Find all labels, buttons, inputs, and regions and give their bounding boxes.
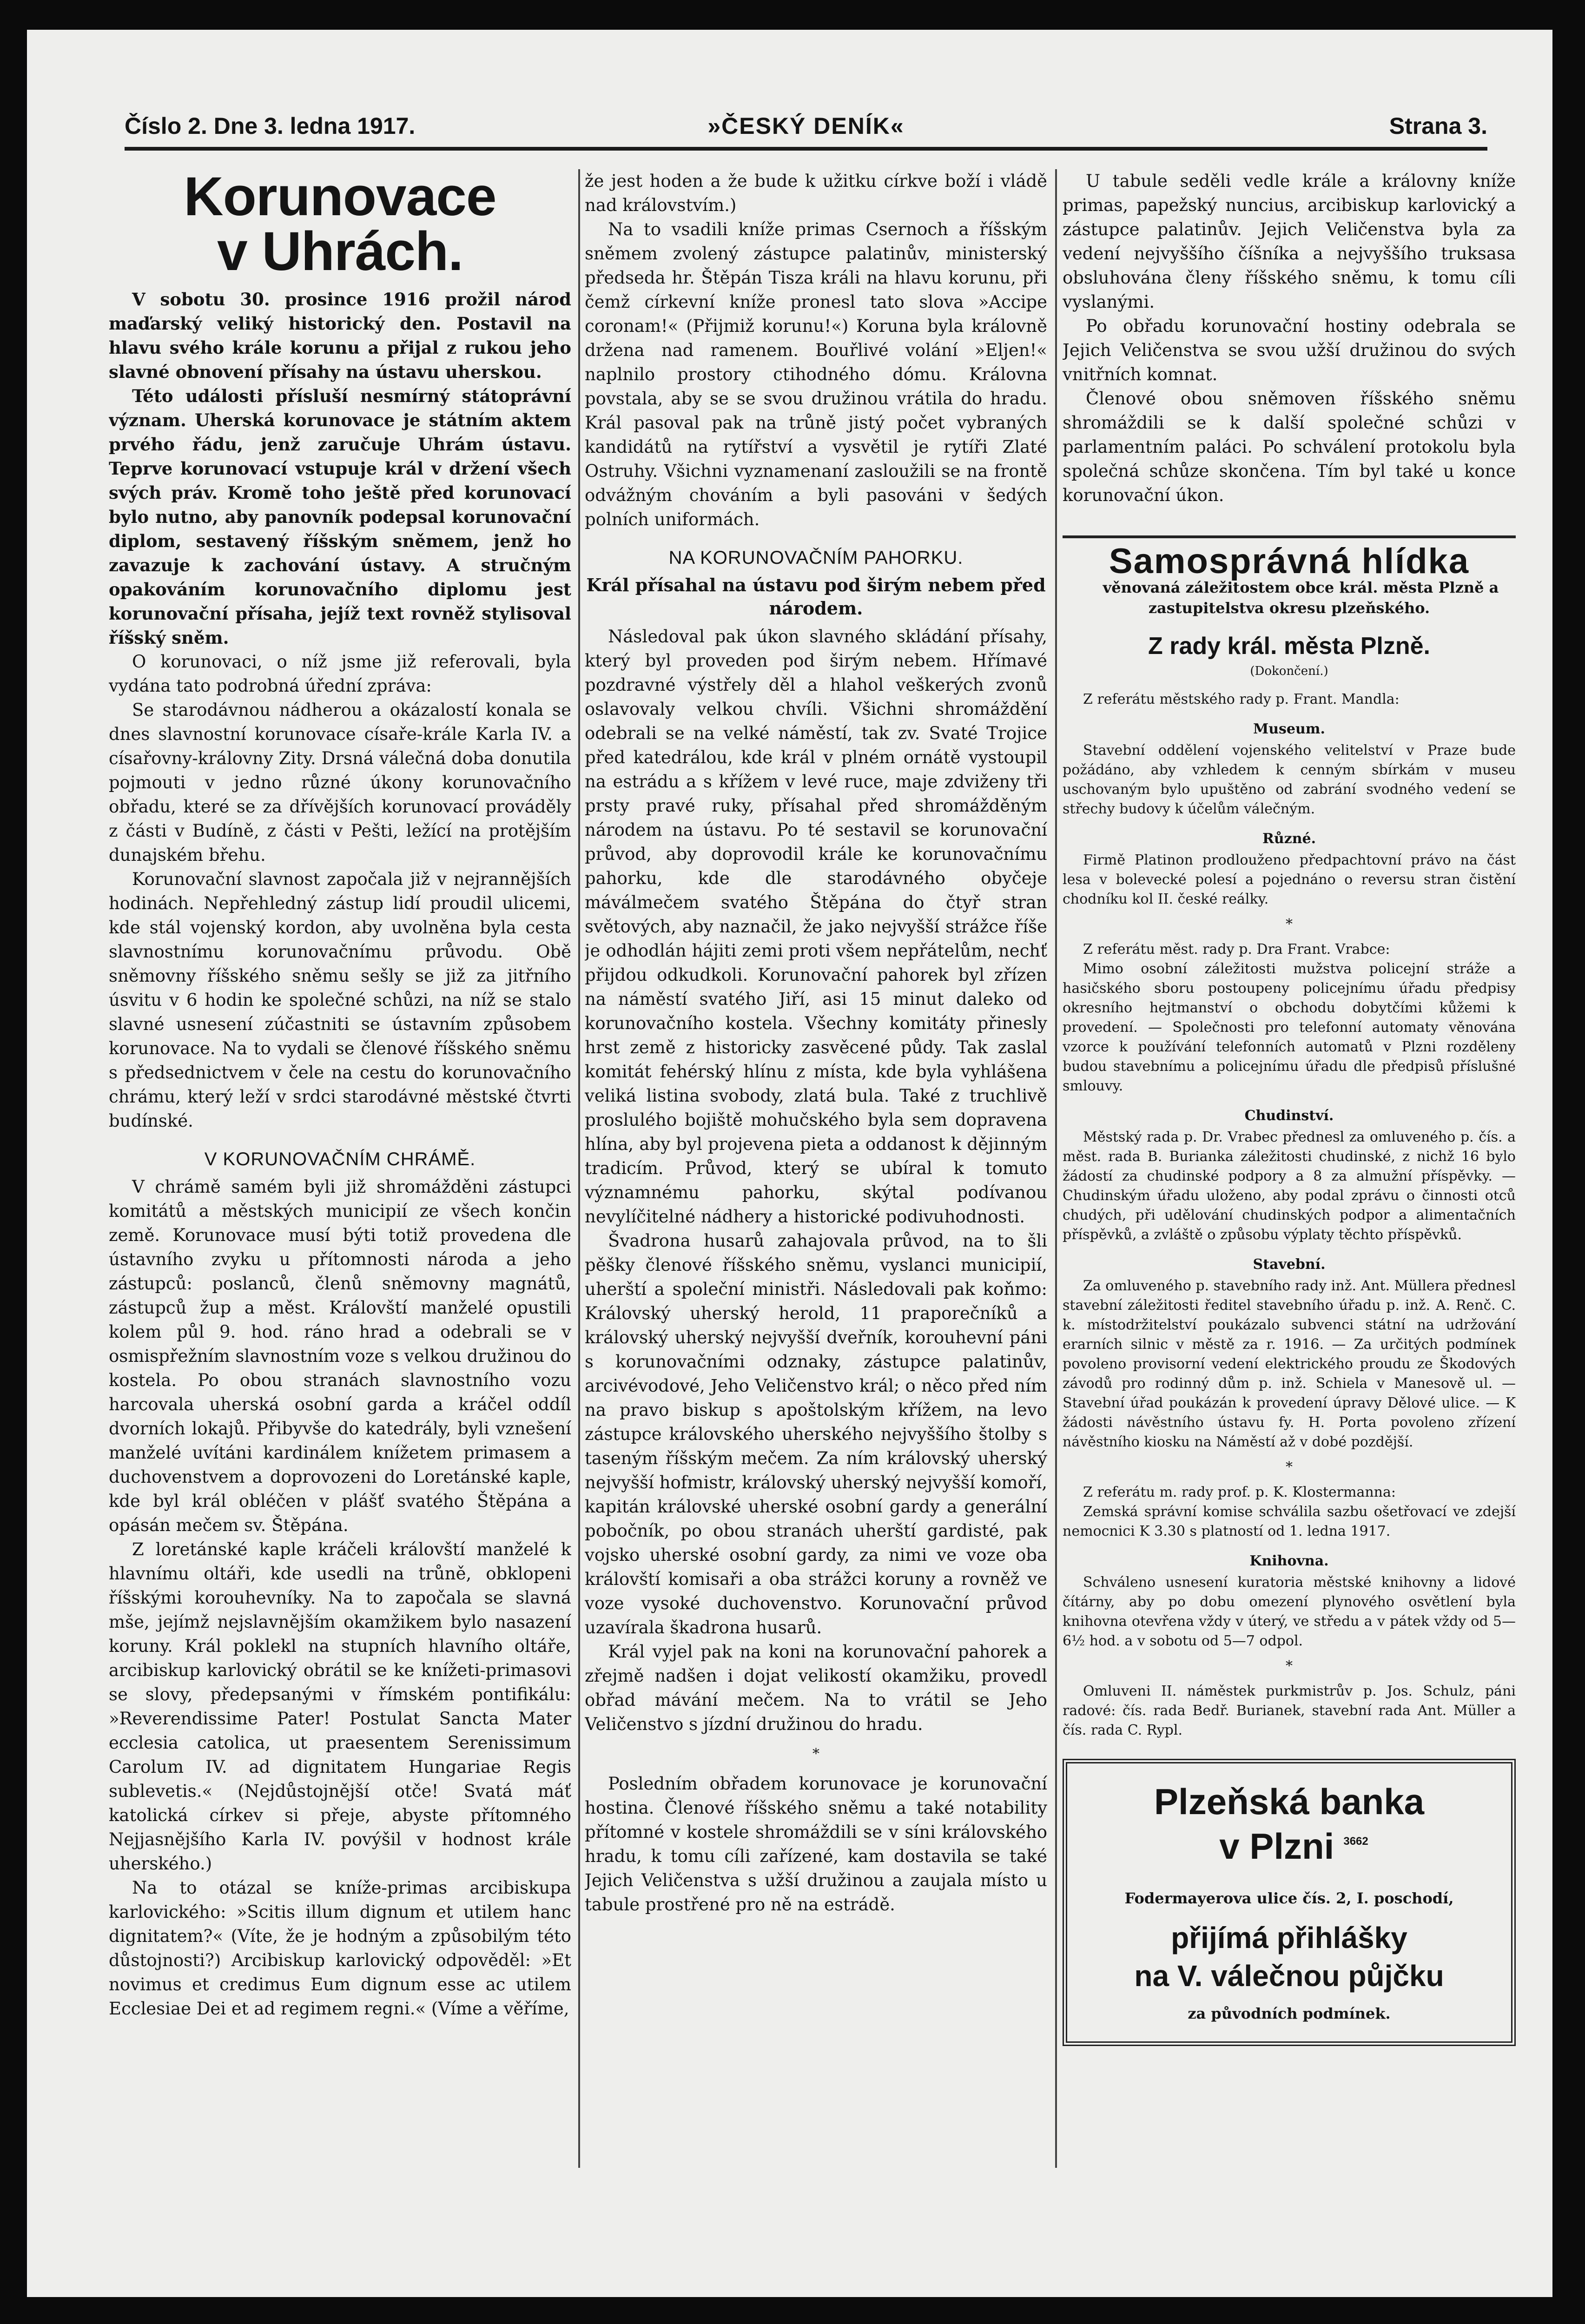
paragraph: Na to vsadili kníže primas Csernoch a říšským sněmem zvolený zástupce palatinův, ministerský předseda hr. Štěpán Tisza králi na hlavu korunu, při čemž církevní kníže pronesl tato slova »Accipe coronam!« (Přijmiž korunu!«) Koruna byla královně držena nad ramenem. Bouřlivé volání »Eljen!« naplnilo prostory ctihodného dómu. Královna povstala, aby se se svou družinou vrátila do hradu. Král pasoval pak na trůně jistý počet vybraných kandidátů na rytířství a vysvětil je rytíři Zlaté Ostruhy. Všichni vyznamenaní zasloužili se na frontě odvážným chováním a byli pasováni v šedých polních uniformách. (585, 219, 1047, 529)
article-title (109, 169, 571, 282)
paragraph: Král vyjel pak na koni na korunovační pahorek a zřejmě nadšen i dojat velikostí okamžiku, provedl obřad mávání mečem. Na to vrátil se Jeho Veličenstvo s jízdní družinou do hradu. (585, 1642, 1047, 1734)
column-2 (585, 169, 1047, 2214)
page-header (125, 108, 1487, 151)
separator-star: * (812, 1746, 819, 1762)
paragraph: Následoval pak úkon slavného skládání přísahy, který byl proveden pod širým nebem. Hřímavé pozdravné výstřely děl a hlahol veškerých zvonů oslavovaly velkou chvíli. Všichni shromáždění odebrali se na velké náměstí, tak zv. Svaté Trojice před katedrálou, kde král v plném ornátě vystoupil na estrádu a s křížem v levé ruce, maje zdviženy tři prsty pravé ruky, přísahal před shromážděným národem na ústavu. Po té sestavil se korunovační průvod, aby doprovodil krále ke korunovačnímu pahorku, kde dle starodávného obyčeje máválmečem svatého Štěpána do čtyř stran světových, aby naznačil, že jako nejvyšší strážce říše je odhodlán hájiti zemi proti všem nepřátelům, nechť přijdou odkudkoli. Korunovační pahorek byl zřízen na náměstí svatého Jiří, asi 15 minut daleko od korunovačního kostela. Všechny komitáty přinesly hrst země z historicky zasvěcené půdy. Tak zaslal komitát fehérský hlínu z místa, kde byla vyhlášena veliká listina svobody, zlatá bula. Také z truchlivě proslulého bojiště mohučského byla sem dopravena hlína, aby byl projevena pieta a oddanost k dějinným tradicím. Průvod, který se ubíral k tomuto významnému pahorku, skýtal podívanou nevylíčitelné nádhery a historické podivuhodnosti. (585, 627, 1047, 1227)
paragraph: Za omluveného p. stavebního rady inž. Ant. Müllera přednesl stavební záležitosti ředitel stavebního úřadu p. inž. A. Renč. C. k. místodržitelství poukázalo subvenci státní na udržování erarních silnic v městě za r. 1916. — Za určitých podmínek povoleno provisorní vedení elektrického proudu ze Škodových závodů pro rodinný dům p. inž. Schiela v Manesově ul. — Stavební úřad poukázán k provedení úpravy Dělové ulice. — K žádosti návěstního ústavu fy. H. Porta povoleno zřízení návěstního kiosku na Náměstí až v dobé pozdější. (1063, 1278, 1516, 1450)
section-heading: V KORUNOVAČNÍM CHRÁMĚ. (204, 1149, 476, 1169)
paragraph: Korunovační slavnost započala již v nejrannějších hodinách. Nepřehledný zástup lidí proudil ulicemi, kde stál vojenský kordon, aby uvolněna byla cesta slavnostnímu korunovačnímu průvodu. Obě sněmovny říšského sněmu sešly se již za jitřního úsvitu v 6 hodin ke společné schůzi, na níž se stalo slavné usnesení zúčastniti se ústavním způsobem korunovace. Na to vydali se členové říšského sněmu s předsednictvem v čele na cestu do korunovačního chrámu, který leží v srdci starodávné městské čtvrti budínské. (109, 869, 571, 1131)
paragraph: Po obřadu korunovační hostiny odebrala se Jejich Veličenstva se svou užší družinou do svých vnitřních komnat. (1063, 316, 1516, 384)
referat-heading: Z referátu m. rady prof. p. K. Klostermanna: (1083, 1484, 1396, 1500)
subheading: Různé. (1262, 831, 1316, 847)
page-number: Strana 3. (1389, 113, 1487, 139)
subheading: Chudinství. (1244, 1108, 1334, 1124)
title-line-1: Korunovace (184, 169, 496, 227)
ad-title-line-1: Plzeňská banka (1154, 1781, 1424, 1822)
ad-title-text: v Plzni (1219, 1826, 1334, 1867)
ad-title-line-2 (1076, 1824, 1502, 1878)
box-subtitle: věnovaná záležitostem obce král. města Plzně a zastupitelstva okresu plzeňského. (1103, 579, 1499, 617)
paragraph: Této události přísluší nesmírný státoprávní význam. Uherská korunovace je státním aktem prvého řádu, jenž zaručuje Uhrám ústavu. Teprve korunovací vstupuje král v držení všech svých práv. Kromě toho ještě před korunovací bylo nutno, aby panovník podepsal korunovační diplom, sestavený říšským sněmem, jenž ho zavazuje k zachování ústavy. A stručným opakováním korunovačního diplomu jest korunovační přísaha, jejíž text rovněž stylisoval říšský sněm. (109, 386, 571, 648)
paragraph: Členové obou sněmoven říšského sněmu shromáždili se k další společné schůzi v parlamentním paláci. Po schválení protokolu byla společná schůze skončena. Tím byl také u konce korunovační úkon. (1063, 389, 1516, 505)
council-report (1063, 690, 1516, 1740)
column-3 (1063, 169, 1516, 2297)
paragraph: Schváleno usnesení kuratoria městské knihovny a lidové čítárny, aby po dobu omezení plynového osvětlení byla knihovna otevřena vždy v úterý, ve středu a v pátek vždy od 5—6½ hod. a v sobotu od 5—7 odpol. (1063, 1574, 1516, 1649)
paragraph: V chrámě samém byli již shromážděni zástupci komitátů a městských municipií ze všech končin země. Korunovace musí býti totiž provedena dle ústavního zvyku u přítomnosti národa a jeho zástupců: poslanců, členů sněmovny magnátů, zástupců žup a měst. Královští manželé opustili kolem půl 9. hod. ráno hrad a odebrali se v osmispřežním slavnostním voze s velkou družinou do kostela. Po obou stranách slavnostního vozu harcovala uherská osobní garda a kráčel oddíl dvorních lokajů. Přibyvše do katedrály, byli vznešení manželé uvítáni kardinálem knížetem primasem a duchovenstvem a doprovozeni do Loretánské kaple, kde byl král obléčen v plášť svatého Štěpána a opásán mečem sv. Štěpána. (109, 1177, 571, 1535)
ad-big-line-2: na V. válečnou půjčku (1134, 1959, 1444, 1993)
separator-star: * (1286, 1658, 1293, 1674)
column-divider-2 (1055, 169, 1057, 2168)
paragraph: Mimo osobní záležitosti mužstva policejní stráže a hasičského sboru postoupeny policejnímu úřadu předpisy okresního hejtmanství o obchodu dobytčími kůžemi k provedení. — Společnosti pro telefonní automaty věnována vzorce k používání telefonních automatů v Plzni rozděleny budou stavebnímu a policejnímu úřadu dle předpisů příslušné smlouvy. (1063, 961, 1516, 1094)
ad-footer: za původních podmínek. (1188, 2005, 1391, 2022)
ad-address: Fodermayerova ulice čís. 2, I. poschodí, (1124, 1889, 1454, 1907)
separator-star: * (1286, 916, 1293, 932)
referat-heading: Z referátu městského rady p. Frant. Mandla: (1083, 691, 1400, 707)
paragraph: Na to otázal se kníže-primas arcibiskupa karlovického: »Scitis illum dignum et utilem hanc dignitatem?« (Víte, že je hodným a způsobilým této důstojnosti?) Arcibiskup karlovický odpověděl: »Et novimus et credimus Eum dignum esse ac utilem Ecclesiae Dei et ad regimem regni.« (Víme a věříme, (109, 1878, 571, 2019)
separator-star: * (1286, 1459, 1293, 1475)
column-divider-1 (578, 169, 580, 2168)
paragraph: Stavební oddělení vojenského velitelství v Praze bude požádáno, aby vzhledem k cenným sbírkám v museu uschovaným bylo upuštěno od zabrání svodného vedení se střechy budovy k účelům válečným. (1063, 742, 1516, 817)
title-line-2: v Uhrách. (217, 221, 463, 282)
box-title: Samosprávná hlídka (1063, 535, 1516, 574)
paragraph: Omluveni II. náměstek purkmistrův p. Jos. Schulz, páni radové: čís. rada Bedř. Burianek, stavební rada Ant. Müller a čís. rada C. Rypl. (1063, 1683, 1516, 1738)
issue-date: Číslo 2. Dne 3. ledna 1917. (125, 113, 416, 139)
subheading: Museum. (1253, 721, 1325, 737)
paragraph: U tabule seděli vedle krále a královny kníže primas, papežský nuncius, arcibiskup karlovický a zástupce palatinův. Jejich Veličenstva byla za vedení nejvyššího číšníka a nejvyššího truksasa obsluhována členy říšského sněmu, k tomu cíli vyslanými. (1063, 171, 1516, 312)
paragraph: Zemská správní komise schválila sazbu ošetřovací ve zdejší nemocnici K 3.30 s platností od 1. ledna 1917. (1063, 1504, 1516, 1539)
bank-advertisement (1063, 1759, 1516, 2046)
ad-title (1076, 1779, 1502, 1878)
paragraph: Městský rada p. Dr. Vrabec přednesl za omluveného p. čís. a měst. rada B. Burianka záležitosti chudinské, z nichž 16 bylo žádostí za chudinské podpory a 8 za almužní příspěvky. — Chudinským úřadu uloženo, aby podal zprávu o činnosti otců chudých, při udělování chudinských podpor a alimentačních příspěvků, a zvláště o způsobu výplaty těchto příspěvků. (1063, 1129, 1516, 1243)
column-1 (109, 169, 571, 2297)
subheading: Knihovna. (1249, 1553, 1329, 1569)
paragraph: O korunovaci, o níž jsme již referovali, byla vydána tato podrobná úřední zpráva: (109, 652, 571, 696)
paragraph: Švadrona husarů zahajovala průvod, na to šli pěšky členové říšského sněmu, vyslanci municipií, uherští a společní ministři. Následovali pak koňmo: Královský uherský herold, 11 praporečníků a královský uherský nejvyšší dveřník, korouhevní páni s korunovačními odznaky, zástupce palatinův, arcivévodové, Jeho Veličenstvo král; o něco před ním na pravo biskup s apoštolským křížem, na levo zástupce královského uherského nejvyššího štolby s taseným říšským mečem. Za ním královský uherský nejvyšší hofmistr, královský uherský nejvyšší komoří, kapitán královské uherské osobní gardy a generální pobočník, po obou stranách uherští gardisté, pak vojsko uherské osobní gardy, za nimi ve voze oba královští komisaři a oba strážci koruny a rovněž ve voze vysoké duchovenstvo. Korunovační průvod uzavírala škadrona husarů. (585, 1231, 1047, 1637)
paragraph: V sobotu 30. prosince 1916 prožil národ maďarský veliký historický den. Postavil na hlavu svého krále korunu a přijal z rukou jeho slavné obnovení přísahy na ústavu uherskou. (109, 289, 571, 382)
paragraph: Se starodávnou nádherou a okázalostí konala se dnes slavnostní korunovace císaře-krále Karla IV. a císařovny-královny Zity. Drsná válečná doba donutila pojmouti v jedno různé úkony korunovačního obřadu, které se za dřívějších korunovací prováděly z části v Budíně, z části v Pešti, ležící na protějším dunajském břehu. (109, 700, 571, 865)
ad-big-line-1: přijímá přihlášky (1171, 1921, 1407, 1954)
masthead: »ČESKÝ DENÍK« (707, 113, 905, 139)
ad-number: 3662 (1343, 1835, 1368, 1848)
section-subheading: Král přísahal na ústavu pod širým nebem před národem. (586, 574, 1046, 619)
section-heading: NA KORUNOVAČNÍM PAHORKU. (668, 548, 964, 568)
paragraph: Z loretánské kaple kráčeli královští manželé k hlavnímu oltáři, kde usedli na trůně, obklopeni říšskými korouhevníky. Na to započala se slavná mše, jejímž nejslavnějším okamžikem bylo nasazení koruny. Král poklekl na stupních hlavního oltáře, arcibiskup karlovický obrátil se ke knížeti-primasovi se slovy, předepsanými v římském pontifikálu: »Reverendissime Pater! Postulat Sancta Mater ecclesia catolica, ut praesentem Serenissimum Carolum IV. ad dignitatem Hungariae Regis sublevetis.« (Nejdůstojnější otče! Svatá máť katolická církev si přeje, abyste přítomného Nejjasnějšího Karla IV. povýšil v hodnost krále uherského.) (109, 1539, 571, 1874)
paragraph: Posledním obřadem korunovace je korunovační hostina. Členové říšského sněmu a také notability přítomné v kostele shromáždili se v síni královského hradu, k tomu cíli zařízené, kam dostavila se také Jejich Veličenstva s užší družinou a zaujala místo u tabule prostřené pro ně na estrádě. (585, 1774, 1047, 1915)
paragraph: Firmě Platinon prodlouženo předpachtovní právo na část lesa v bolevecké polesí a pojednáno o reversu stran čistění chodníku kol II. české reálky. (1063, 852, 1516, 907)
referat-heading: Z referátu měst. rady p. Dra Frant. Vrabce: (1083, 941, 1390, 957)
paragraph: že jest hoden a že bude k užitku církve boží i vládě nad královstvím.) (585, 171, 1047, 215)
section-title: Z rady král. města Plzně. (1148, 633, 1430, 660)
section-sub: (Dokončení.) (1250, 664, 1328, 678)
subheading: Stavební. (1253, 1256, 1326, 1273)
newspaper-page (27, 30, 1552, 2297)
